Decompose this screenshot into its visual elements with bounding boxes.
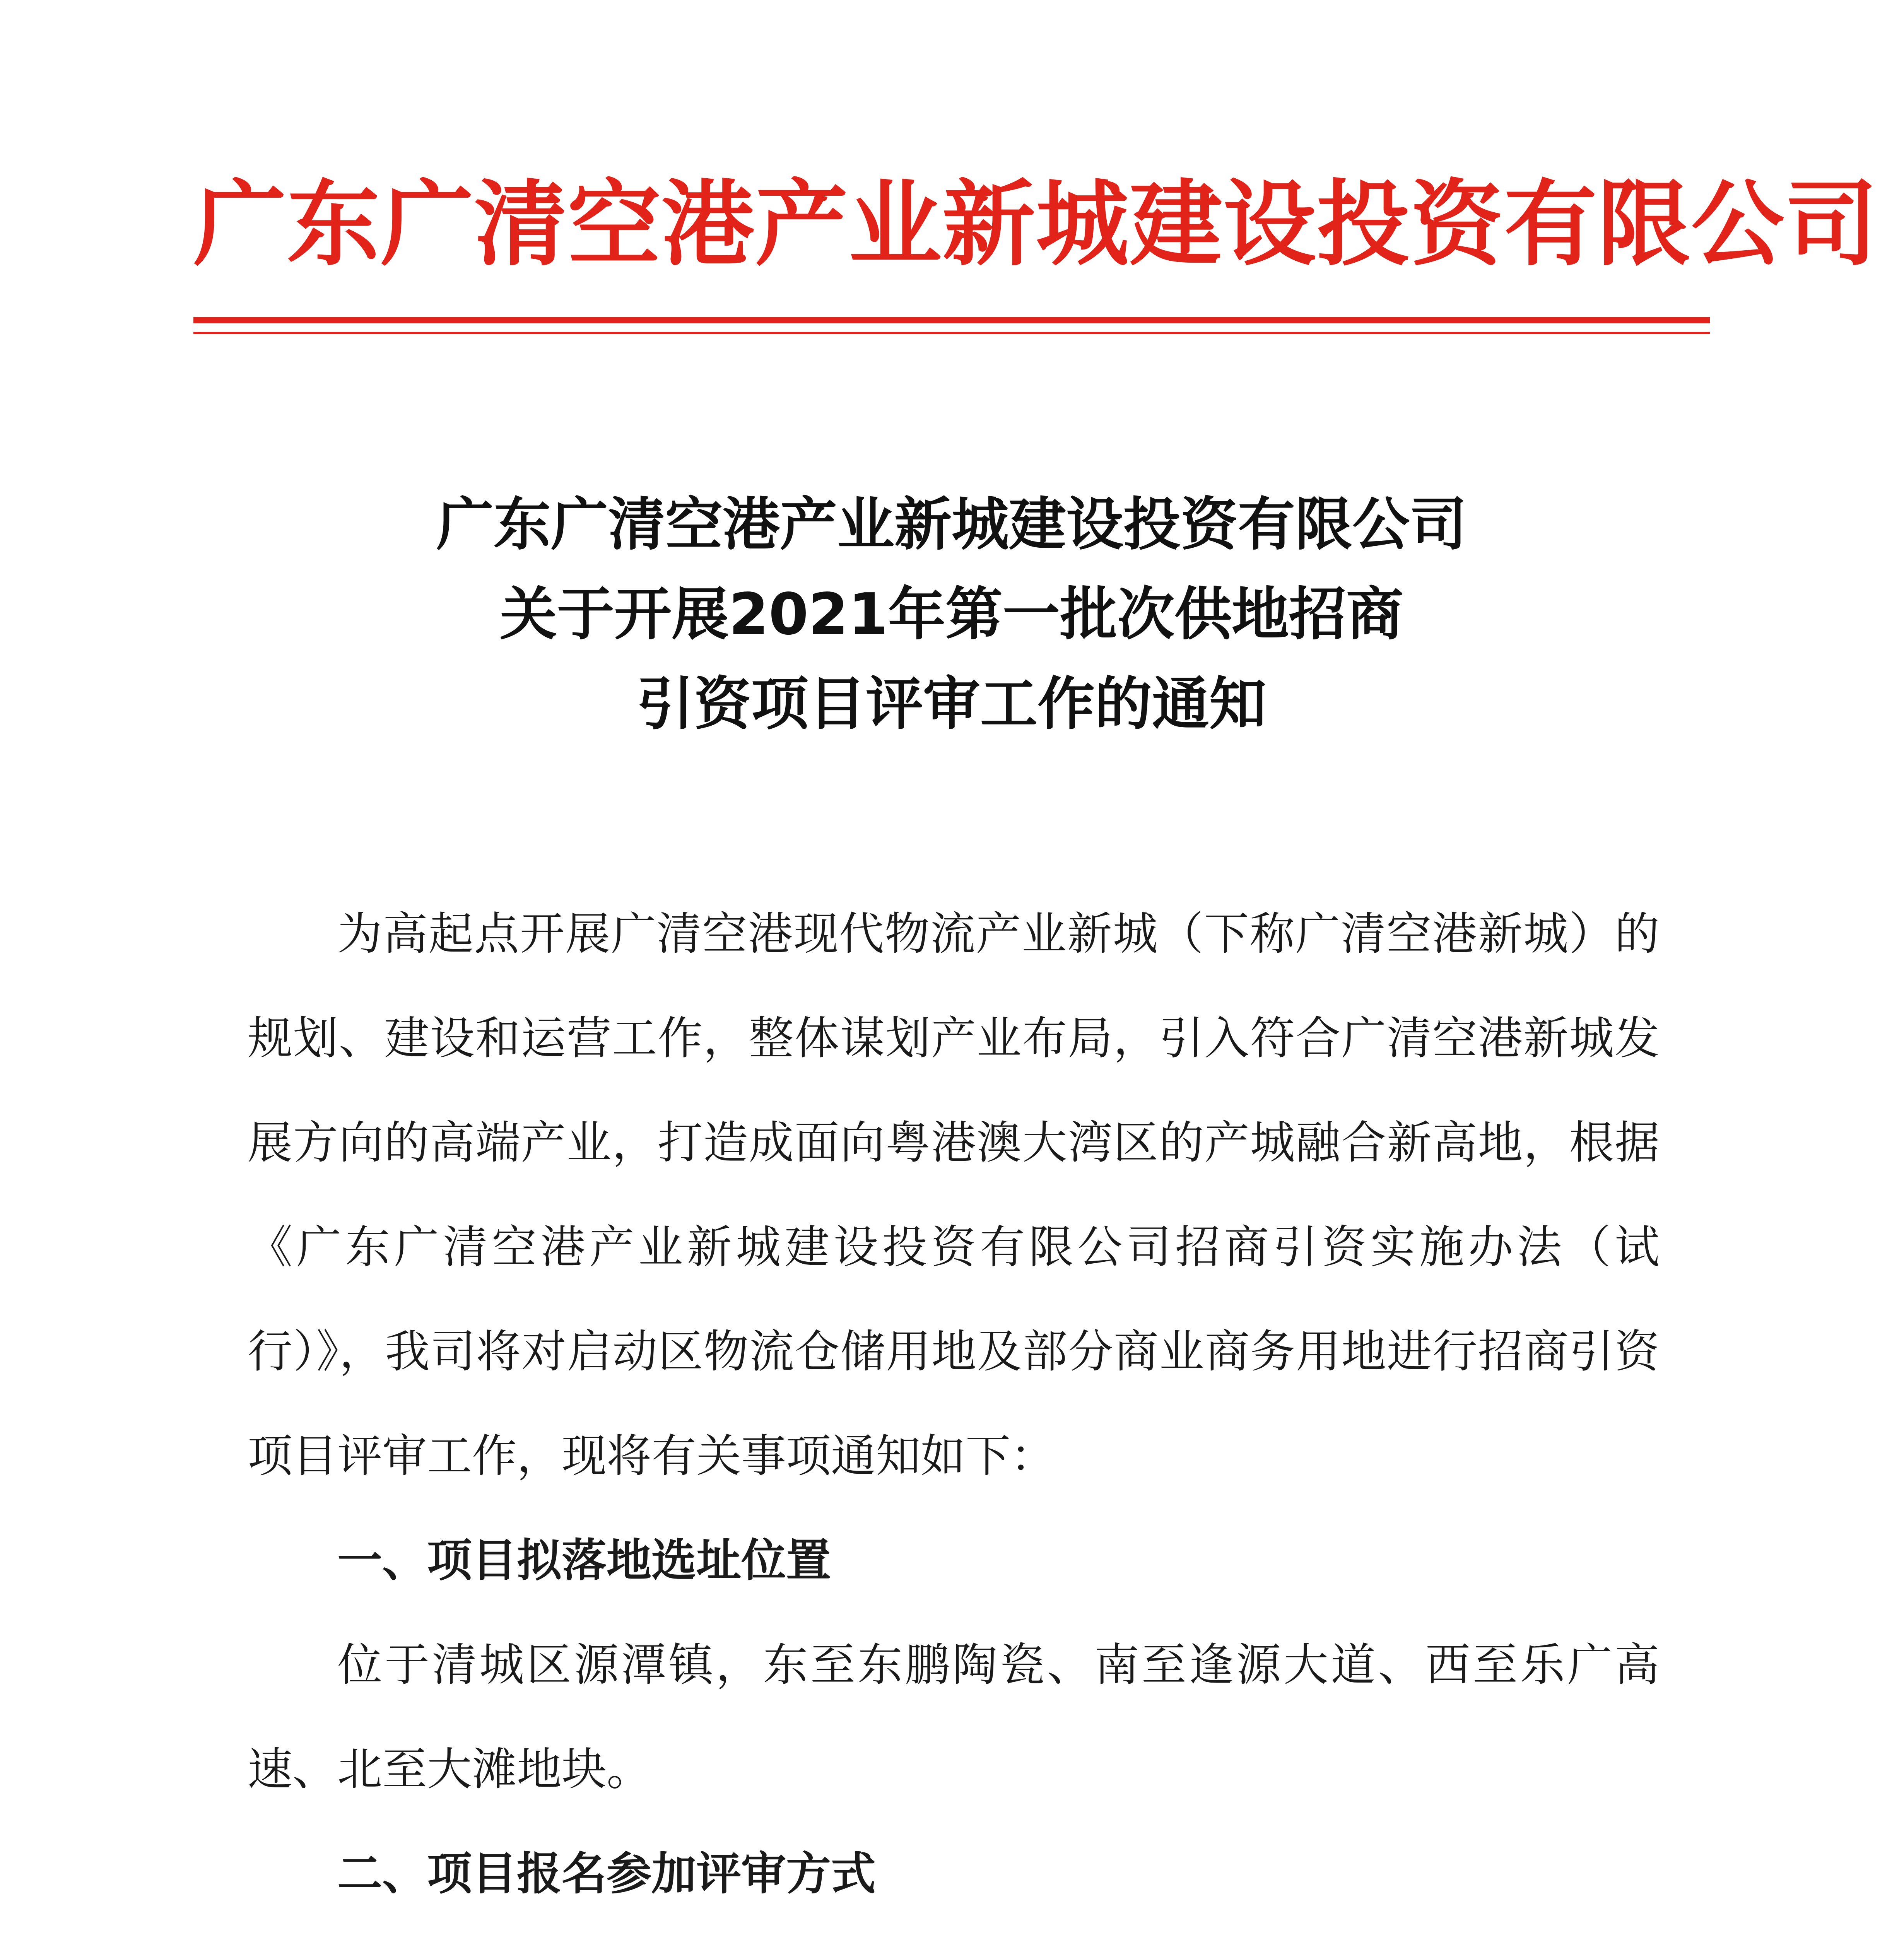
letterhead-company-name: 广东广清空港产业新城建设投资有限公司 (193, 170, 1879, 278)
section-2-heading: 二、项目报名参加评审方式 (337, 1848, 876, 1900)
document-title (193, 480, 1710, 749)
document-body (248, 882, 1660, 1934)
section-1-heading: 一、项目拟落地选址位置 (337, 1534, 831, 1587)
header-rule-thick (193, 317, 1710, 323)
intro-paragraph: 为高起点开展广清空港现代物流产业新城（下称广清空港新城）的规划、建设和运营工作，整体谋划产业布局，引入符合广清空港新城发展方向的高端产业，打造成面向粤港澳大湾区的产城融合新高地，根据《广东广清空港产业新城建设投资有限公司招商引资实施办法（试行）》，我司将对启动区物流仓储用地及部分商业商务用地进行招商引资项目评审工作，现将有关事项通知如下： (248, 908, 1660, 1482)
header-rule-thin (193, 332, 1710, 334)
title-line-3: 引资项目评审工作的通知 (637, 671, 1266, 737)
section-1-paragraph: 位于清城区源潭镇，东至东鹏陶瓷、南至逢源大道、西至乐广高速、北至大滩地块。 (248, 1639, 1660, 1796)
title-line-2: 关于开展2021年第一批次供地招商 (500, 581, 1403, 648)
section-2-paragraph (248, 1926, 1660, 1934)
title-line-1: 广东广清空港产业新城建设投资有限公司 (436, 491, 1467, 558)
